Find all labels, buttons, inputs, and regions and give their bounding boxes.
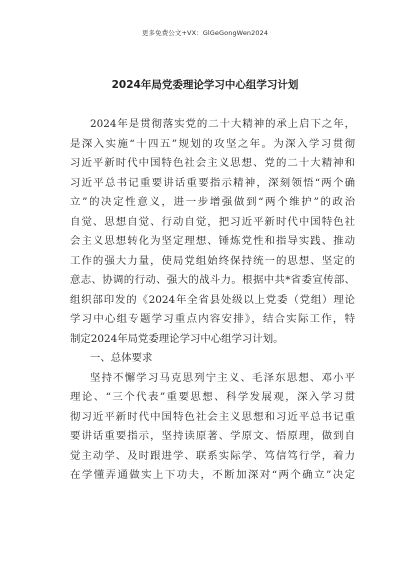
document-body xyxy=(70,115,355,486)
text-line: 彻习近平新时代中国特色社会主义思想和习近平总书记重 xyxy=(70,410,355,423)
text-line: 意志、协调的行动、强大的战斗力。根据中共*省委宣传部、 xyxy=(70,274,355,286)
section-heading-text: 一、总体要求 xyxy=(90,352,153,364)
text-line: 制定2024年局党委理论学习中心组学习计划。 xyxy=(70,332,284,345)
text-line: 2024年是贯彻落实党的二十大精神的承上启下之年， xyxy=(90,118,355,130)
paragraph-requirements xyxy=(70,369,355,486)
text-line: 立”的决定性意义，进一步增强做到“两个维护”的政治 xyxy=(70,196,355,208)
header-note: 更多免费公文+VX：GlGeGongWen2024 xyxy=(141,29,269,37)
text-line: 理论、“三个代表”重要思想、科学发展观，深入学习贯 xyxy=(70,391,355,403)
text-line: 习近平总书记重要讲话重要指示精神，深刻领悟“两个确 xyxy=(70,176,355,189)
text-line: 是深入实施“十四五”规划的攻坚之年。为深入学习贯彻 xyxy=(70,137,355,150)
text-line: 觉主动学、及时跟进学、联系实际学、笃信笃行学，着力 xyxy=(70,449,355,462)
paragraph-intro xyxy=(70,115,355,349)
document-title: 2024年局党委理论学习中心组学习计划 xyxy=(111,79,299,91)
section-heading xyxy=(70,349,355,369)
text-line: 工作的强大力量，使局党组始终保持统一的思想、坚定的 xyxy=(70,254,355,267)
text-line: 习近平新时代中国特色社会主义思想、党的二十大精神和 xyxy=(70,157,355,169)
text-line: 自觉、思想自觉、行动自觉，把习近平新时代中国特色社 xyxy=(70,215,355,228)
text-line: 会主义思想转化为坚定理想、锤炼党性和指导实践、推动 xyxy=(70,235,355,247)
text-line: 组织部印发的《2024年全省县处级以上党委（党组）理论 xyxy=(70,293,355,306)
text-line: 在学懂弄通做实上下功夫，不断加深对“两个确立”决定 xyxy=(70,469,355,481)
text-line: 坚持不懈学习马克思列宁主义、毛泽东思想、邓小平 xyxy=(90,371,355,384)
text-line: 要讲话重要指示，坚持读原著、学原文、悟原理，做到自 xyxy=(70,430,355,442)
text-line: 学习中心组专题学习重点内容安排》，结合实际工作，特 xyxy=(70,313,355,325)
